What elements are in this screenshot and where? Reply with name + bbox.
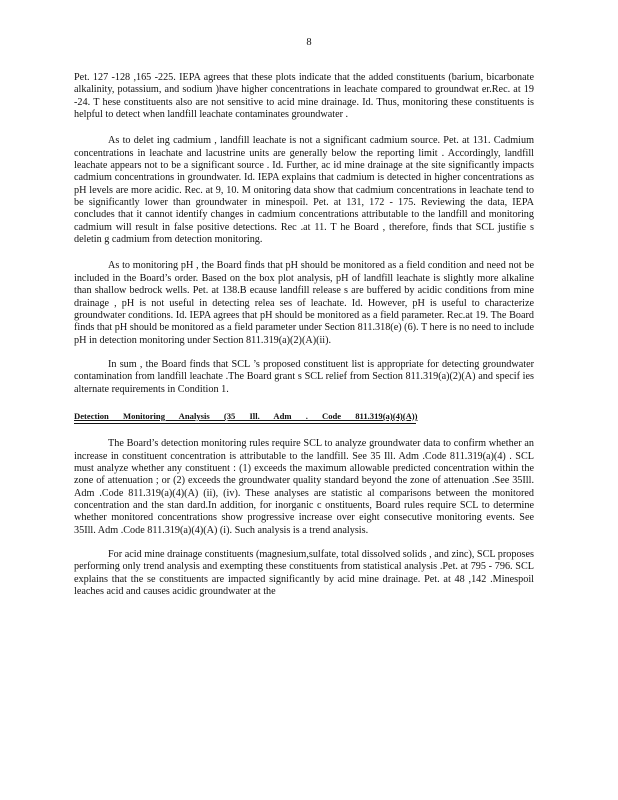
paragraph-acid-mine-drainage: For acid mine drainage constituents (magnesium,sulfate, total dissolved solids , and zinc), SCL proposes performing only trend analysis and exempting these constituents from statistical analysis .Pet. at 795 - 796. SCL explains that the se constituents are impacted significantly by acid mine drainage. Pet. at 48 ,142 .Minespoil leaches acid and causes acidic groundwater at the (74, 549, 535, 598)
paragraph-spacer (74, 537, 534, 549)
section-heading-detection-monitoring: Detection Monitoring Analysis (35 Ill. Adm . Code 811.319(a)(4)(A)) (74, 410, 416, 424)
paragraph-summary-constituent-list: In sum , the Board finds that SCL ’s proposed constituent list is appropriate for detecting groundwater contamination from landfill leachate .The Board grant s SCL relief from Section 811.319(a)(2)(A) and specif ies alternate requirements in Condition 1. (74, 358, 534, 395)
paragraph-monitoring-ph: As to monitoring pH , the Board finds that pH should be monitored as a field condition and need not be included in the Board’s order. Based on the box plot analysis, pH of landfill leachate is slightly more alkaline than shallow bedrock wells. Pet. at 138.B ecause landfill release s are buffered by acidic conditions from mine drainage , pH is not useful in detecting relea ses of leachate. Id. However, pH is useful to characterize groundwater conditions. Id. IEPA agrees that pH should be monitored as a field parameter. Rec.at 19. The Board finds that pH should be monitored as a field parameter under Section 811.318(e) (6). T here is no need to include pH in detection monitoring under Section 811.319(a)(2)(A)(ii). (74, 260, 534, 346)
paragraph-spacer (74, 347, 534, 359)
paragraph-spacer (74, 121, 534, 135)
paragraph-cadmium-plots-continuation: Pet. 127 -128 ,165 -225. IEPA agrees that these plots indicate that the added constituents (barium, bicarbonate alkalinity, potassium, and sodium )have higher concentrations in leachate compared to groundwat er.Rec. at 19 -24. T hese constituents also are not sensitive to acid mine drainage. Id. Thus, monitoring these constituents is helpful to detect when landfill leachate contaminates groundwater . (74, 72, 534, 121)
paragraph-detection-monitoring-rules: The Board’s detection monitoring rules require SCL to analyze groundwater data to confirm whether an increase in constituent concentration is attributable to the landfill. See 35 Ill. Adm .Code 811.319(a)(4) . SCL must analyze whether any constituent : (1) exceeds the maximum allowable predicted concentration within the zone of attenuation ; or (2) exceeds the groundwater quality standard beyond the zone of attenuation .See 35Ill. Adm .Code 811.319(a)(4)(A) (ii), (iv). These analyses are statistic al comparisons between the monitored concentration and the stan dard.In addition, for inorganic c onstituents, Board rules require SCL to determine whether monitored concentrations show progressive increase over eight consecutive monitoring events. See 35Ill. Adm .Code 811.319(a)(4)(A) (i). Such analysis is a trend analysis. (74, 438, 534, 536)
paragraph-deleting-cadmium: As to delet ing cadmium , landfill leachate is not a significant cadmium source. Pet. at 131. Cadmium concentrations in leachate and lacustrine units are generally below the reporting limit . Accordingly, landfill leachate appears not to be a significant source . Id. Further, ac id mine drainage at the site significantly impacts cadmium concentrations in groundwater. Id. IEPA explains that cadmium is detected in higher concentrations as pH levels are more acidic. Rec. at 9, 10. M onitoring data show that cadmium concentrations in leachate tend to be significantly lower than groundwater in minespoil. Pet. at 131, 172 - 175. Reviewing the data, IEPA concludes that it cannot identify changes in cadmium concentrations attributable to the landfill and monitoring cadmium will result in false positive detections. Rec .at 11. T he Board , therefore, finds that SCL justifie s deletin g cadmium from detection monitoring. (74, 135, 534, 246)
paragraph-spacer (74, 424, 534, 438)
page-number: 8 (306, 37, 312, 48)
paragraph-spacer (74, 246, 534, 260)
paragraph-spacer (74, 396, 534, 410)
document-body (74, 72, 534, 598)
